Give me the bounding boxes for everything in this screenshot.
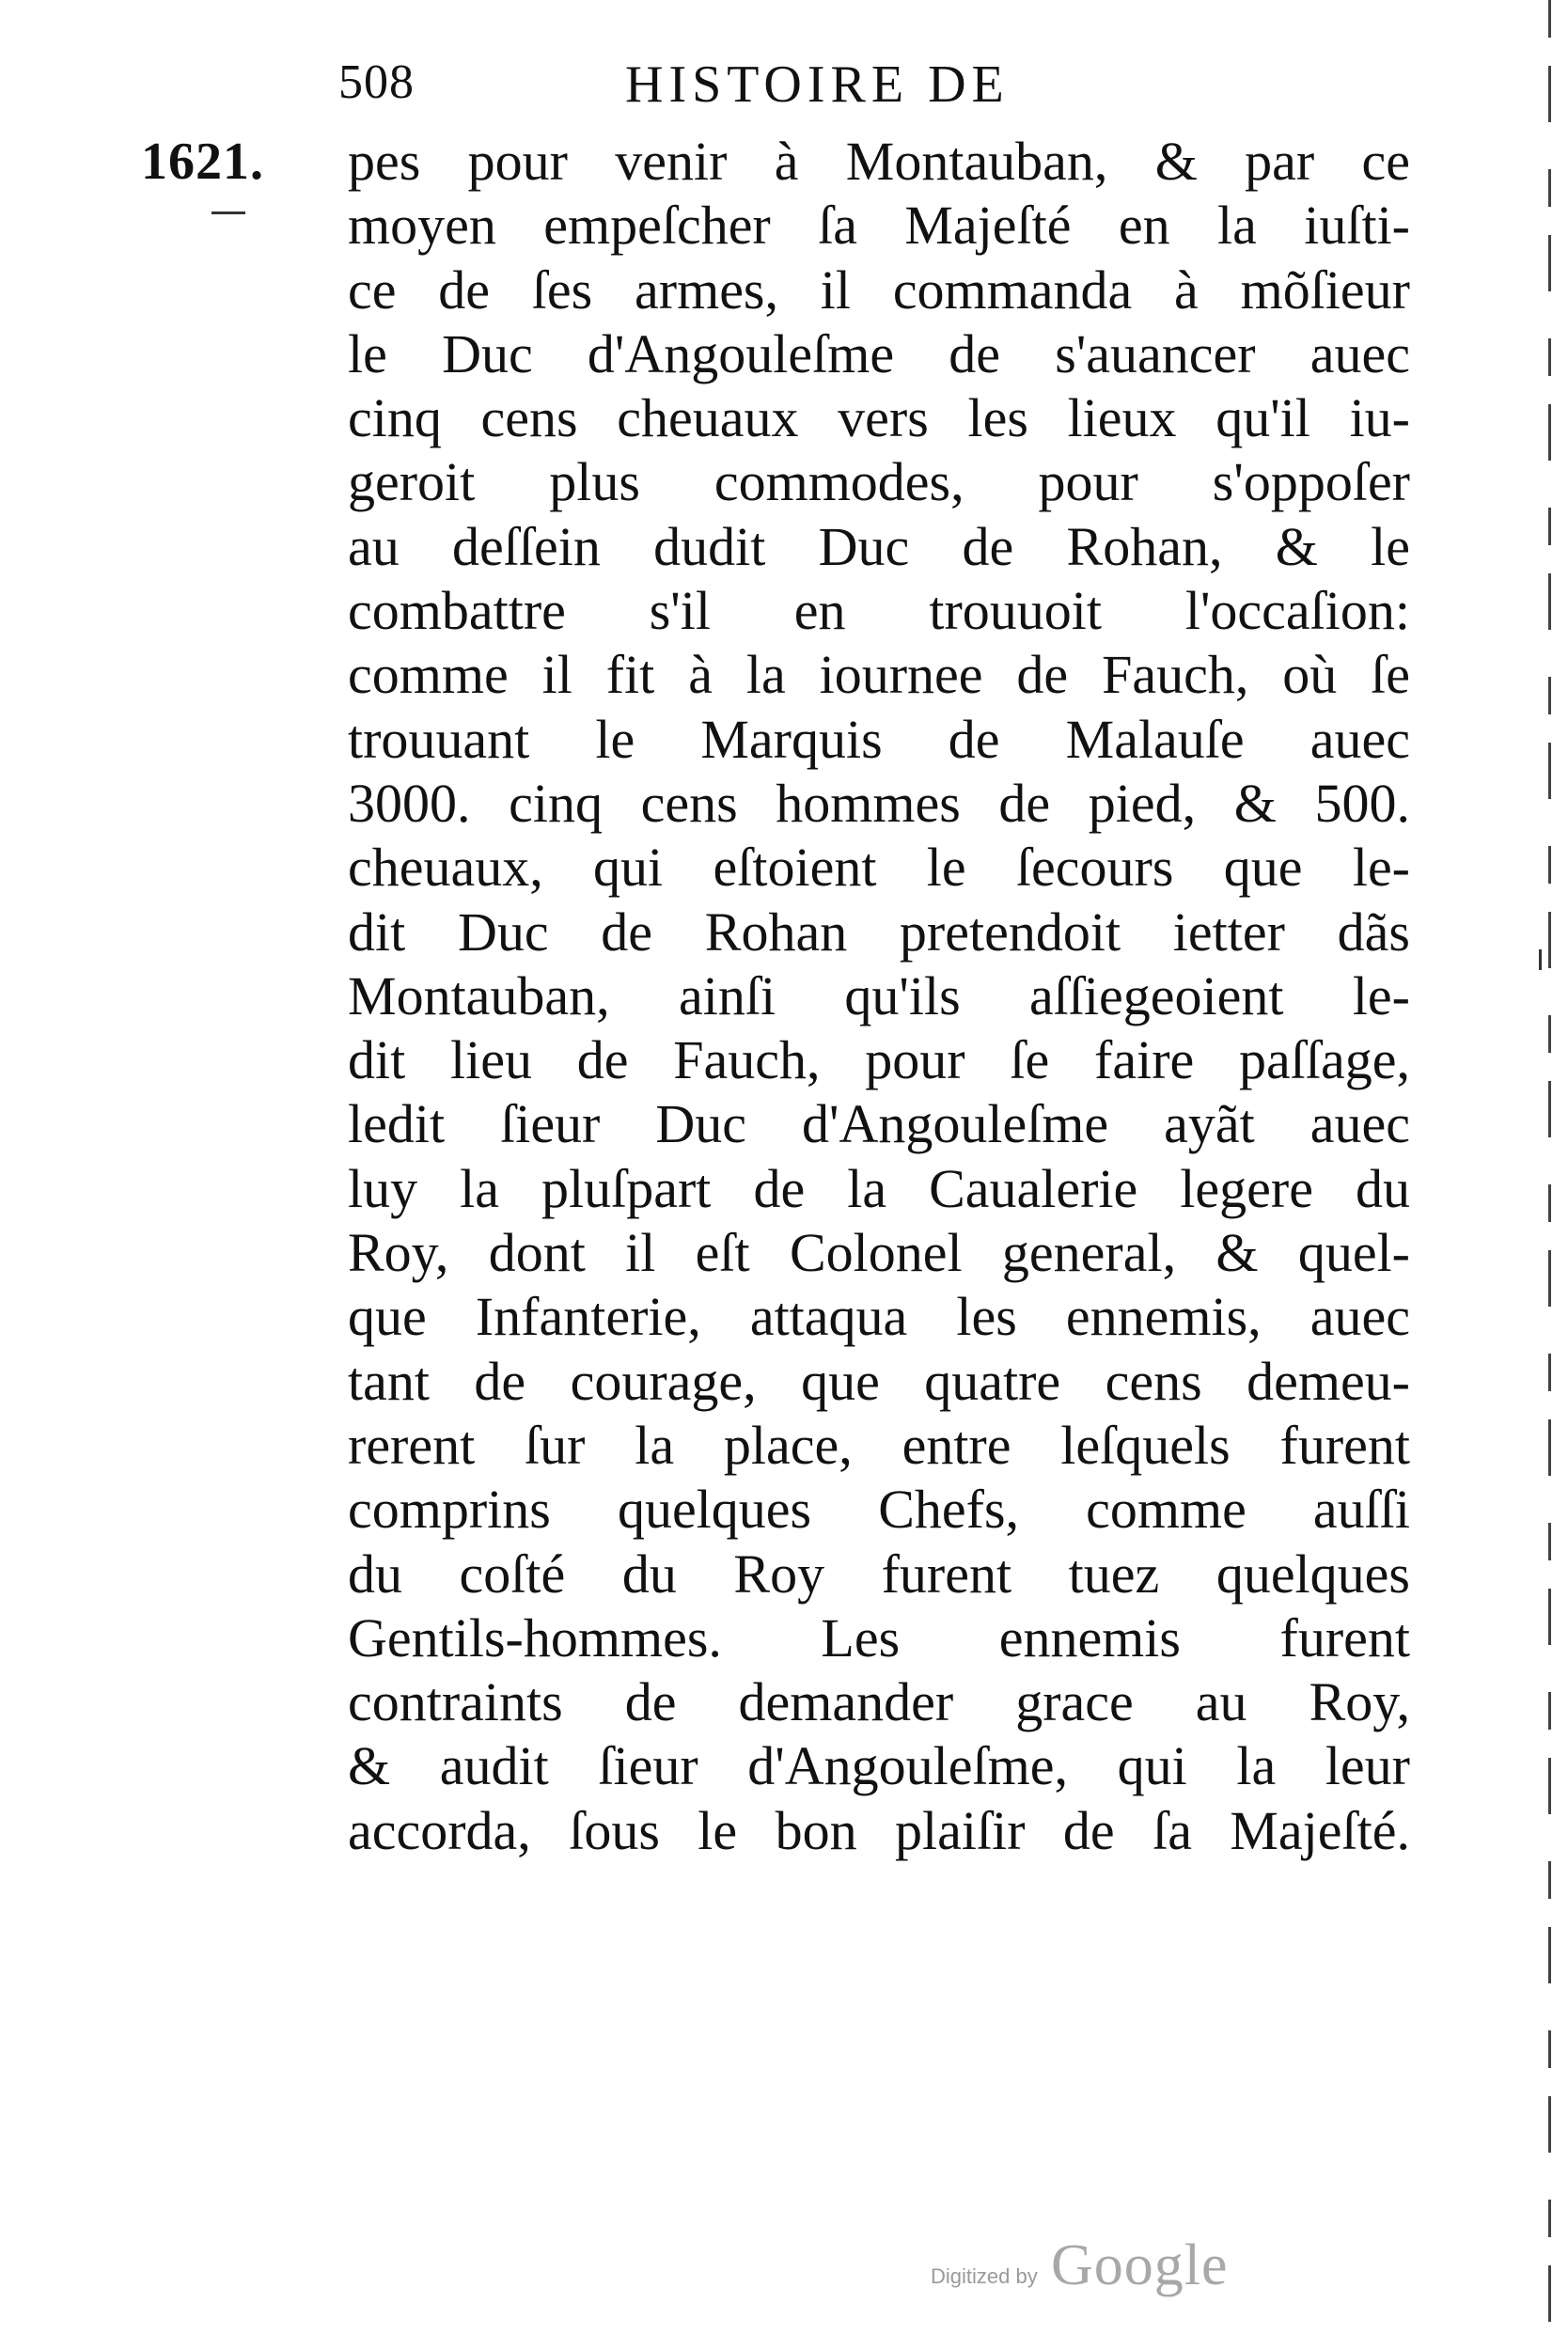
text-line: le Duc d'Angouleſme de s'auancer auec — [348, 322, 1410, 384]
text-line: ce de ſes armes, il commanda à mõſieur — [348, 258, 1410, 321]
text-line: rerent ſur la place, entre leſquels furent — [348, 1414, 1410, 1476]
page-gutter-edge — [1548, 0, 1551, 2350]
text-line: moyen empeſcher ſa Majeſté en la iuſti- — [348, 195, 1410, 257]
page-header — [338, 55, 1166, 120]
text-line: comme il fit à la iournee de Fauch, où ſe — [348, 644, 1410, 706]
running-head: HISTOIRE DE — [625, 55, 1010, 114]
text-line: accorda, ſous le bon plaiſir de ſa Majeſté. — [348, 1799, 1410, 1861]
text-line: pes pour venir à Montauban, & par ce — [348, 131, 1410, 192]
text-line: tant de courage, que quatre cens demeu- — [348, 1350, 1410, 1412]
margin-dash — [212, 212, 245, 214]
watermark-prefix: Digitized by — [931, 2264, 1038, 2288]
text-line: du coſté du Roy furent tuez quelques — [348, 1543, 1410, 1605]
text-line: geroit plus commodes, pour s'oppoſer — [348, 451, 1410, 513]
body-text — [348, 130, 1410, 1863]
text-line: que Infanterie, attaqua les ennemis, auec — [348, 1286, 1410, 1348]
text-line: dit lieu de Fauch, pour ſe faire paſſage, — [348, 1029, 1410, 1091]
text-line: comprins quelques Chefs, comme auſſi — [348, 1479, 1410, 1541]
text-line: & audit ſieur d'Angouleſme, qui la leur — [348, 1735, 1410, 1797]
google-logo: Google — [1051, 2233, 1229, 2297]
text-line: cheuaux, qui eſtoient le ſecours que le- — [348, 837, 1410, 899]
margin-year: 1621. — [141, 133, 264, 191]
digitized-watermark — [931, 2232, 1269, 2308]
text-line: au deſſein dudit Duc de Rohan, & le — [348, 515, 1410, 577]
text-line: contraints de demander grace au Roy, — [348, 1671, 1410, 1733]
text-line: combattre s'il en trouuoit l'occaſion: — [348, 580, 1410, 642]
page-number: 508 — [338, 55, 415, 109]
text-line: Gentils-hommes. Les ennemis furent — [348, 1606, 1410, 1668]
text-line: trouuant le Marquis de Malauſe auec — [348, 708, 1410, 770]
text-line: ledit ſieur Duc d'Angouleſme ayãt auec — [348, 1093, 1410, 1155]
text-line: Montauban, ainſi qu'ils aſſiegeoient le- — [348, 964, 1410, 1026]
text-line: cinq cens cheuaux vers les lieux qu'il iu- — [348, 387, 1410, 449]
gutter-mark — [1539, 949, 1542, 970]
text-line: 3000. cinq cens hommes de pied, & 500. — [348, 772, 1410, 834]
text-line: Roy, dont il eſt Colonel general, & quel- — [348, 1222, 1410, 1284]
text-line: dit Duc de Rohan pretendoit ietter dãs — [348, 901, 1410, 963]
text-line: luy la pluſpart de la Caualerie legere du — [348, 1157, 1410, 1219]
